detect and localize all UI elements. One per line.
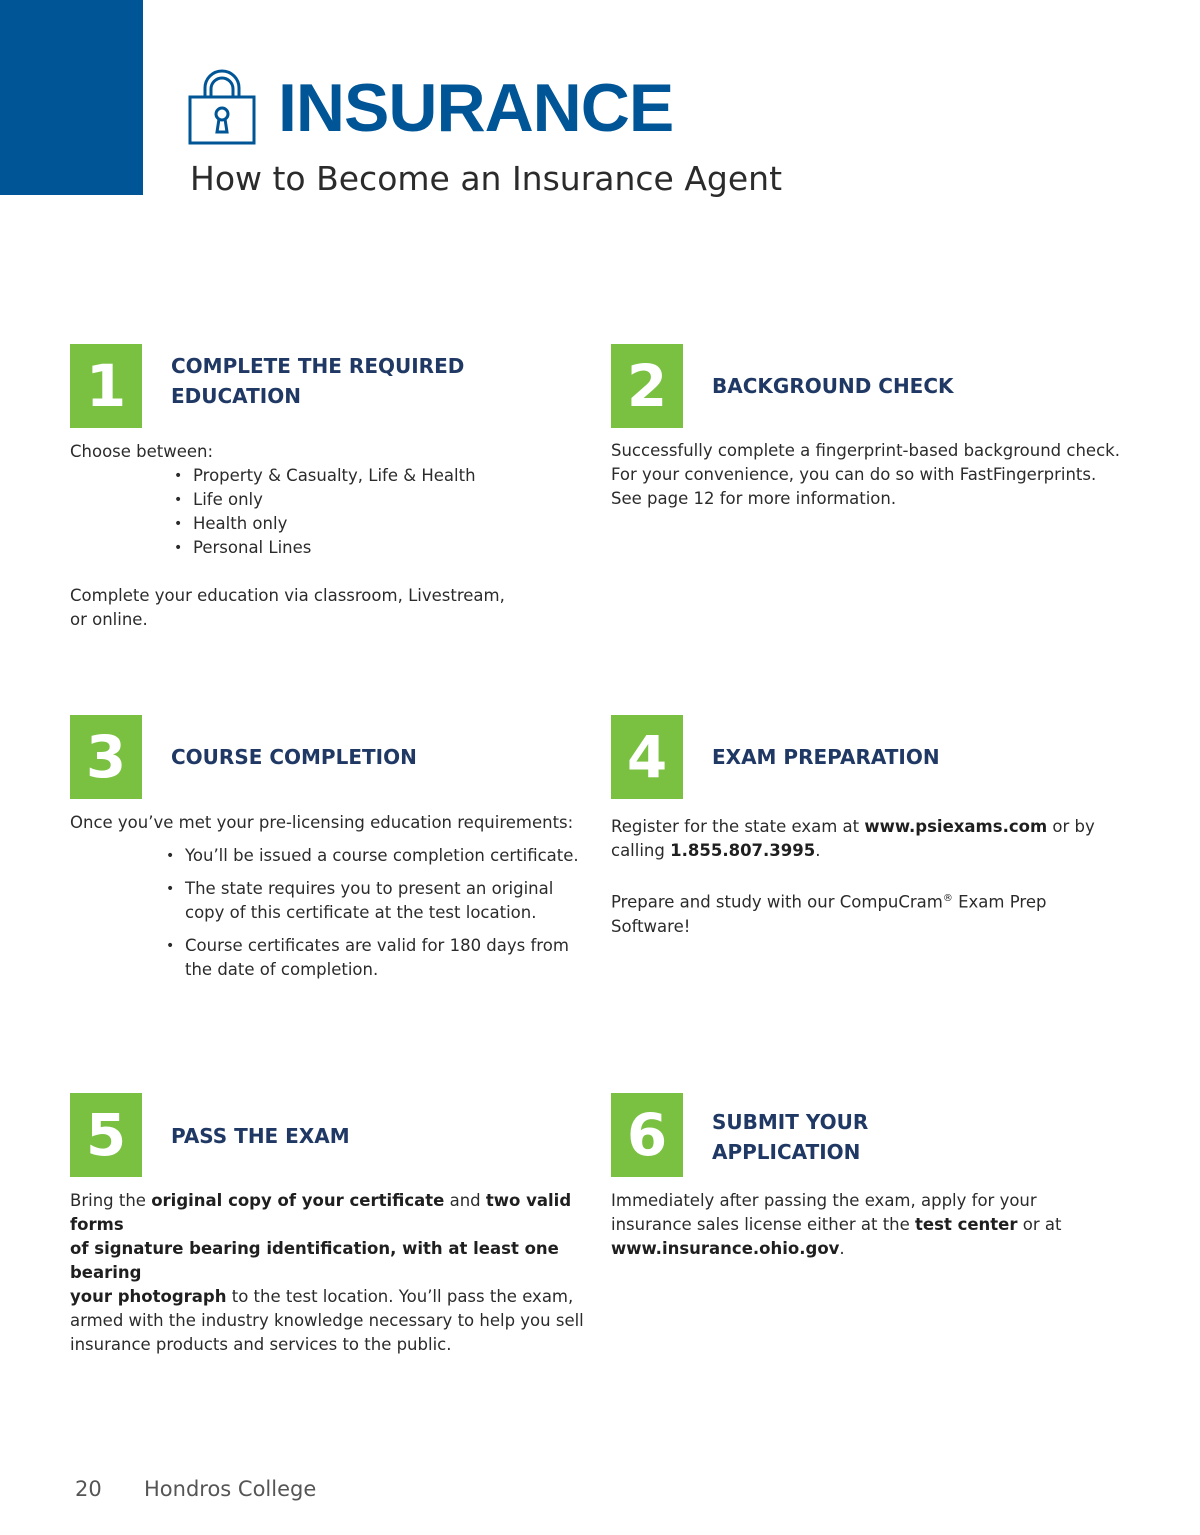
registered-mark: ®	[942, 893, 953, 904]
step-number-badge: 1	[70, 344, 142, 428]
text-emphasis: test center	[915, 1215, 1018, 1234]
text-line: Successfully complete a fingerprint-based background check.	[611, 441, 1120, 460]
step-intro: Choose between:	[70, 442, 214, 461]
education-options-list	[70, 464, 505, 560]
step-number-badge: 6	[611, 1093, 683, 1177]
step-paragraph	[611, 887, 1095, 939]
text-run: Register for the state exam at	[611, 817, 865, 836]
page-number: 20	[75, 1477, 102, 1501]
certificate-notes-list	[70, 844, 579, 982]
list-item: • You’ll be issued a course completion certificate.	[166, 844, 579, 868]
step-number-badge: 3	[70, 715, 142, 799]
step-number-badge: 5	[70, 1093, 142, 1177]
text-run: and	[444, 1191, 486, 1210]
text-line: Course certificates are valid for 180 days from	[185, 936, 569, 955]
step-heading-line: APPLICATION	[712, 1140, 861, 1164]
insurance-site-link[interactable]: www.insurance.ohio.gov	[611, 1239, 840, 1258]
step-heading	[712, 1107, 868, 1167]
list-item: • Health only	[174, 512, 505, 536]
page-footer	[75, 1474, 316, 1504]
text-run: to the test location. You’ll pass the exam,	[226, 1287, 574, 1306]
text-run: or at	[1017, 1215, 1062, 1234]
step-heading: PASS THE EXAM	[171, 1124, 350, 1148]
text-line: Immediately after passing the exam, apply for your	[611, 1191, 1037, 1210]
list-item	[166, 934, 579, 982]
step-heading-line: COMPLETE THE REQUIRED	[171, 354, 465, 378]
step-outro	[70, 584, 505, 632]
list-item	[166, 877, 579, 925]
step-body	[70, 811, 579, 991]
page-subtitle: How to Become an Insurance Agent	[190, 159, 783, 198]
text-run: calling	[611, 841, 671, 860]
step-body	[611, 815, 1095, 939]
text-line: insurance products and services to the public.	[70, 1335, 452, 1354]
text-emphasis: of signature bearing identification, with at least one bearing	[70, 1239, 559, 1282]
text-run: Software!	[611, 916, 691, 936]
list-item: • Property & Casualty, Life & Health	[174, 464, 505, 488]
step-paragraph	[611, 815, 1095, 863]
text-line: or online.	[70, 610, 148, 629]
text-emphasis: two valid forms	[70, 1191, 572, 1234]
text-line: copy of this certificate at the test location.	[185, 903, 537, 922]
list-item: • Personal Lines	[174, 536, 505, 560]
step-paragraph	[611, 439, 1120, 511]
step-body	[611, 1189, 1061, 1261]
list-item: • Life only	[174, 488, 505, 512]
publisher-name: Hondros College	[144, 1477, 317, 1501]
text-line: For your convenience, you can do so with FastFingerprints.	[611, 465, 1097, 484]
text-line: armed with the industry knowledge necessary to help you sell	[70, 1311, 584, 1330]
text-line: Complete your education via classroom, Livestream,	[70, 586, 505, 605]
step-body	[70, 1189, 590, 1357]
text-run: Bring the	[70, 1191, 152, 1210]
step-heading: BACKGROUND CHECK	[712, 374, 954, 398]
step-heading-line: SUBMIT YOUR	[712, 1110, 869, 1134]
text-run: insurance sales license either at the	[611, 1215, 916, 1234]
padlock-icon	[188, 68, 256, 146]
step-heading: EXAM PREPARATION	[712, 745, 940, 769]
step-heading: COURSE COMPLETION	[171, 745, 417, 769]
text-line: The state requires you to present an original	[185, 879, 554, 898]
step-heading-line: EDUCATION	[171, 384, 301, 408]
step-intro: Once you’ve met your pre-licensing education requirements:	[70, 813, 574, 832]
header-accent-block	[0, 0, 143, 195]
text-emphasis: original copy of your certificate	[151, 1191, 445, 1210]
text-run: .	[839, 1239, 845, 1258]
text-run: .	[815, 841, 821, 860]
step-number-badge: 2	[611, 344, 683, 428]
step-body	[611, 439, 1120, 511]
text-line: the date of completion.	[185, 960, 379, 979]
step-paragraph	[611, 1189, 1061, 1261]
step-body	[70, 440, 505, 632]
text-run: or by	[1047, 817, 1095, 836]
step-heading	[171, 351, 464, 411]
page-title: INSURANCE	[278, 70, 674, 146]
text-line: See page 12 for more information.	[611, 489, 897, 508]
text-run: Exam Prep	[952, 892, 1047, 912]
step-paragraph	[70, 1189, 590, 1357]
exam-site-link[interactable]: www.psiexams.com	[864, 817, 1048, 836]
phone-number[interactable]: 1.855.807.3995	[670, 841, 816, 860]
text-emphasis: your photograph	[70, 1287, 227, 1306]
step-number-badge: 4	[611, 715, 683, 799]
text-run: Prepare and study with our CompuCram	[611, 892, 943, 912]
